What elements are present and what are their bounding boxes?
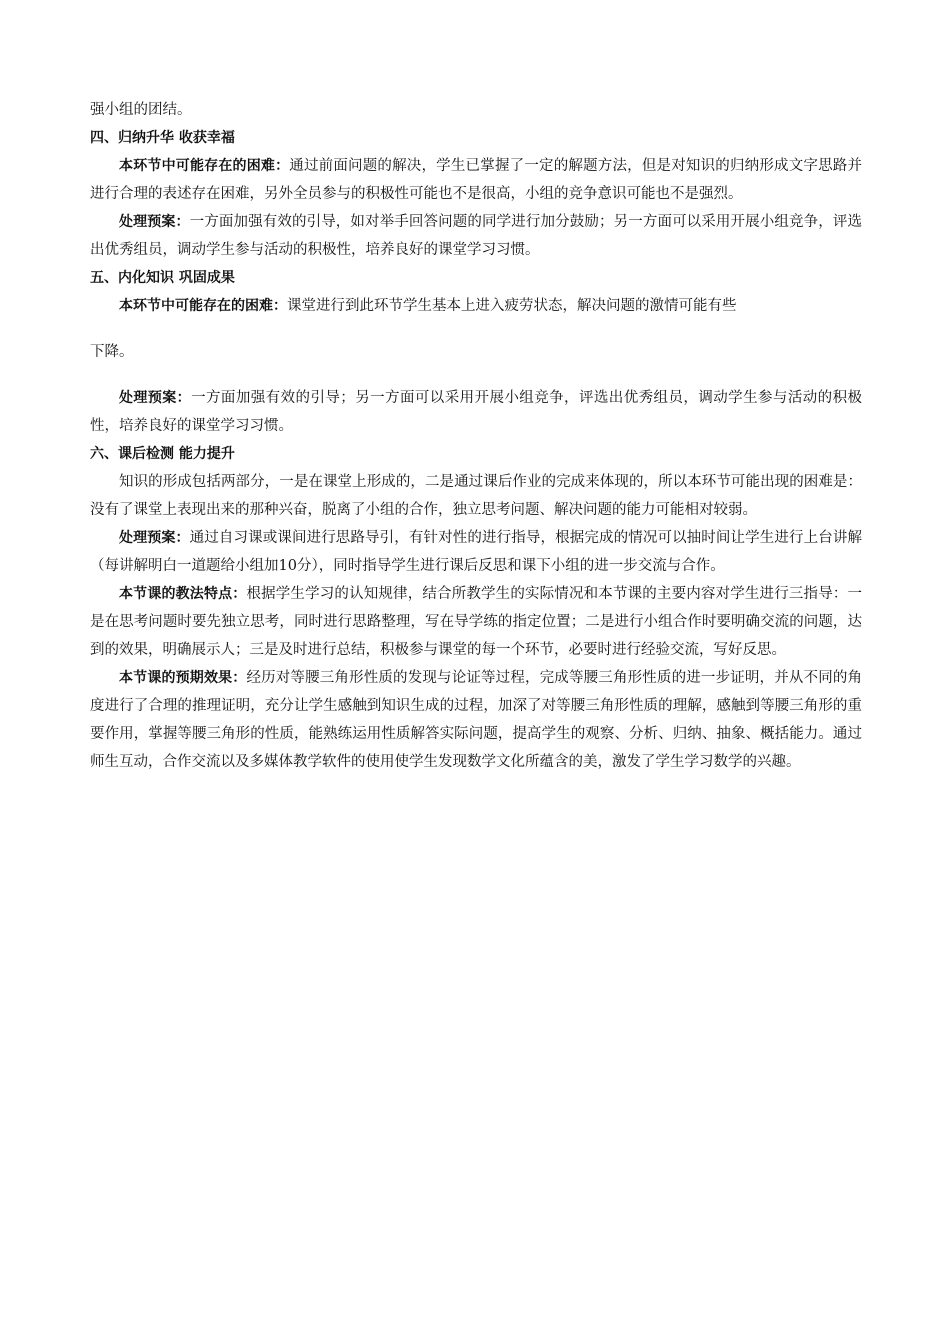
section-heading-6: 六、课后检测 能力提升 [90,446,235,462]
paragraph-teaching-features [90,580,862,664]
lead-label: 处理预案： [119,390,192,406]
paragraph-difficulty-4 [90,152,862,208]
paragraph-tail-5: 下降。 [90,344,134,360]
paragraph-plan-5 [90,384,862,440]
line-gap [90,366,862,384]
lead-label: 本环节中可能存在的困难： [119,158,290,174]
section-heading-4: 四、归纳升华 收获幸福 [90,130,235,146]
lead-label: 处理预案： [119,214,190,230]
paragraph-text: 课堂进行到此环节学生基本上进入疲劳状态，解决问题的激情可能有些 [287,298,737,314]
paragraph-difficulty-5 [90,292,862,320]
lead-label: 处理预案： [119,530,190,546]
lead-label: 本节课的教法特点： [119,586,247,602]
paragraph-difficulty-6: 知识的形成包括两部分，一是在课堂上形成的，二是通过课后作业的完成来体现的，所以本环节可能出现的困难是：没有了课堂上表现出来的那种兴奋，脱离了小组的合作，独立思考问题、解决问题的能力可能相对较弱。 [90,474,862,518]
paragraph-plan-6 [90,524,862,580]
lead-label: 本环节中可能存在的困难： [119,298,287,314]
paragraph-continuation: 强小组的团结。 [90,102,192,118]
paragraph-text: 通过自习课或课间进行思路导引，有针对性的进行指导，根据完成的情况可以抽时间让学生进行上台讲解（每讲解明白一道题给小组加10分），同时指导学生进行课后反思和课下小组的进一步交流与合作。 [90,530,863,574]
paragraph-text: 一方面加强有效的引导，如对举手回答问题的同学进行加分鼓励；另一方面可以采用开展小组竞争，评选出优秀组员，调动学生参与活动的积极性，培养良好的课堂学习习惯。 [90,214,863,258]
paragraph-text: 通过前面问题的解决，学生已掌握了一定的解题方法，但是对知识的归纳形成文字思路并进行合理的表述存在困难，另外全员参与的积极性可能也不是很高，小组的竞争意识可能也不是强烈。 [90,158,862,202]
paragraph-text: 根据学生学习的认知规律，结合所教学生的实际情况和本节课的主要内容对学生进行三指导：一是在思考问题时要先独立思考，同时进行思路整理，写在导学练的指定位置；二是进行小组合作时要明确交流的问题，达到的效果，明确展示人；三是及时进行总结，积极参与课堂的每一个环节，必要时进行经验交流，写好反思。 [90,586,863,658]
line-gap [90,320,862,338]
paragraph-expected-effect [90,664,862,776]
paragraph-text: 经历对等腰三角形性质的发现与论证等过程，完成等腰三角形性质的进一步证明，并从不同的角度进行了合理的推理证明，充分让学生感触到知识生成的过程，加深了对等腰三角形性质的理解，感触到等腰三角形的重要作用，掌握等腰三角形的性质，能熟练运用性质解答实际问题，提高学生的观察、分析、归纳、抽象、概括能力。通过师生互动，合作交流以及多媒体教学软件的使用使学生发现数学文化所蕴含的美，激发了学生学习数学的兴趣。 [90,670,863,770]
section-heading-5: 五、内化知识 巩固成果 [90,270,235,286]
paragraph-plan-4 [90,208,862,264]
lead-label: 本节课的预期效果： [119,670,247,686]
paragraph-text: 一方面加强有效的引导；另一方面可以采用开展小组竞争，评选出优秀组员，调动学生参与活动的积极性，培养良好的课堂学习习惯。 [90,390,862,434]
document-page [90,96,862,776]
